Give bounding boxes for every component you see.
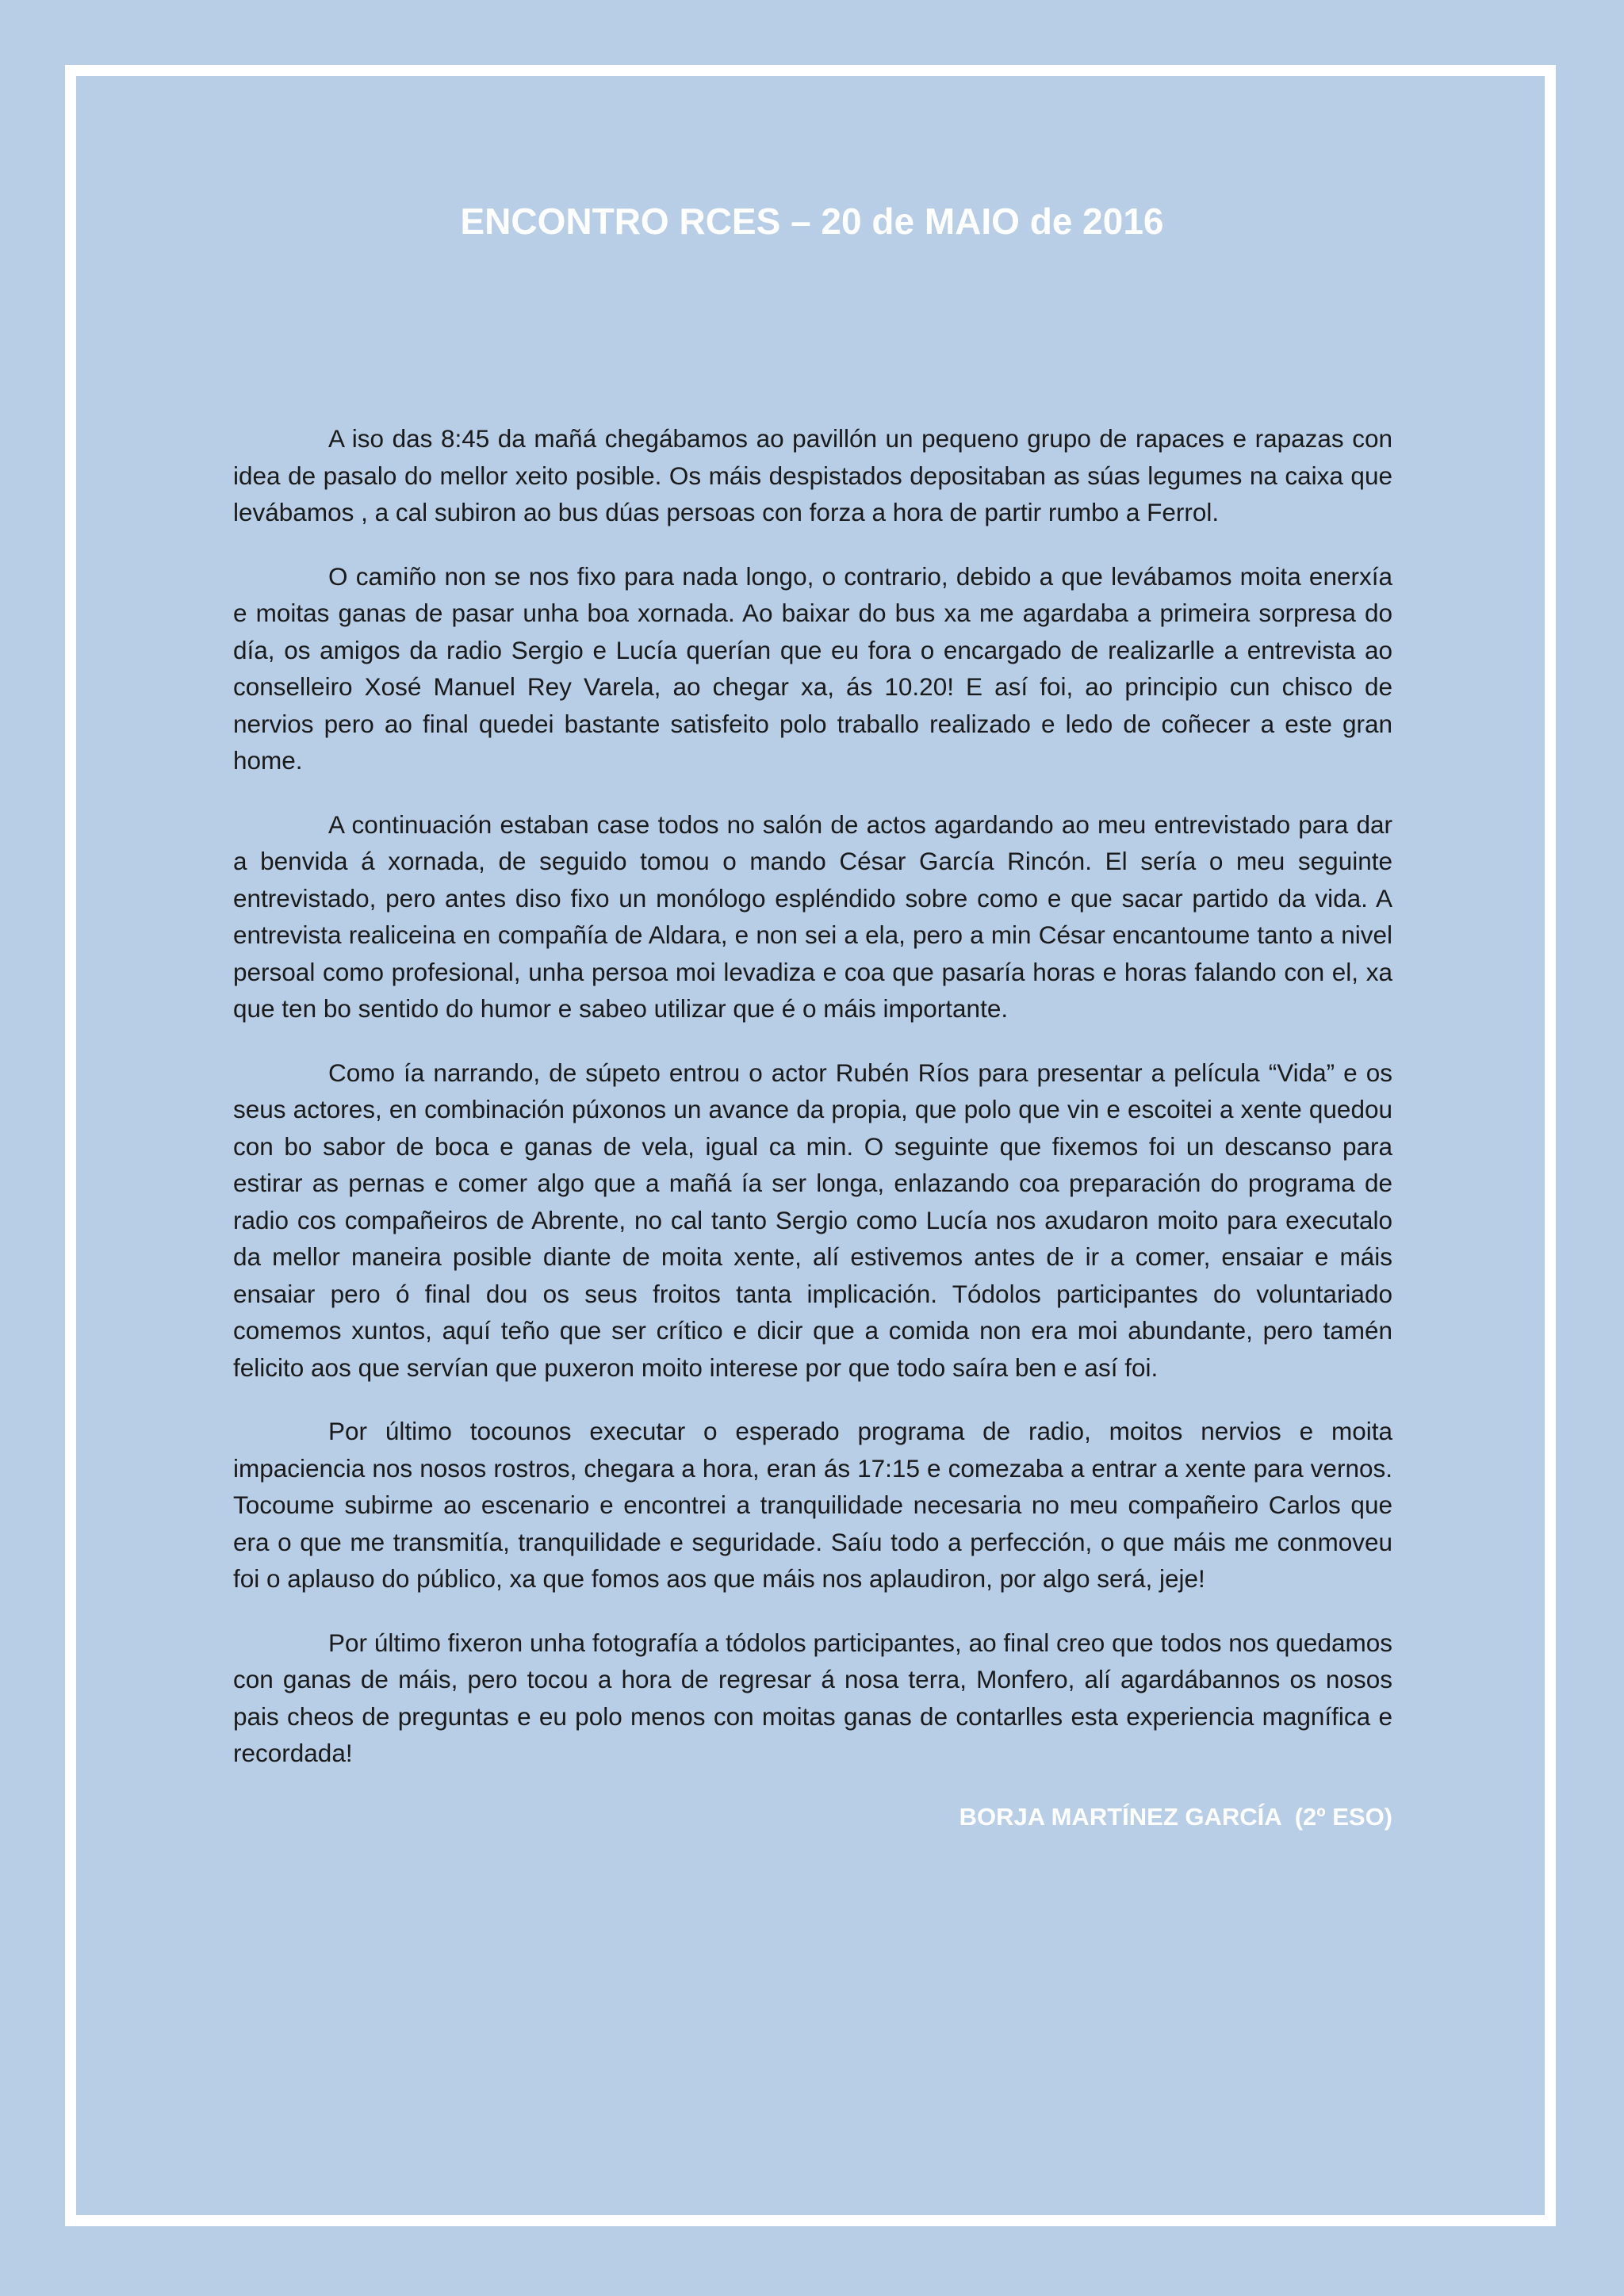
paragraph-film-and-lunch: Como ía narrando, de súpeto entrou o actor Rubén Ríos para presentar a película “Vida” e os seus actores, en combinación púxonos un avance da propia, que polo que vin e escoitei a xente quedou con bo sabor de boca e ganas de vela, igual ca min. O seguinte que fixemos foi un descanso para estirar as pernas e comer algo que a mañá ía ser longa, enlazando coa preparación do programa de radio cos compañeiros de Abrente, no cal tanto Sergio como Lucía nos axudaron moito para executalo da mellor maneira posible diante de moita xente, alí estivemos antes de ir a comer, ensaiar e máis ensaiar pero ó final dou os seus froitos tanta implicación. Tódolos participantes do voluntariado comemos xuntos, aquí teño que ser crítico e dicir que a comida non era moi abundante, pero tamén felicito aos que servían que puxeron moito interese por que todo saíra ben e así foi. [233, 1058, 1392, 1382]
paragraph-closing: Por último fixeron unha fotografía a tódolos participantes, ao final creo que todos nos quedamos con ganas de máis, pero tocou a hora de regresar á nosa terra, Monfero, alí agardábannos os nosos pais cheos de preguntas e eu polo menos con moitas ganas de contarlles esta experiencia magnífica e recordada! [233, 1628, 1392, 1767]
document-title: ENCONTRO RCES – 20 de MAIO de 2016 [460, 201, 1164, 242]
paragraph-interview-conselleiro: O camiño non se nos fixo para nada longo, o contrario, debido a que levábamos moita enerxía e moitas ganas de pasar unha boa xornada. Ao baixar do bus xa me agardaba a primeira sorpresa do día, os amigos da radio Sergio e Lucía querían que eu fora o encargado de realizarlle a entrevista ao conselleiro Xosé Manuel Rey Varela, ao chegar xa, ás 10.20! E así foi, ao principio cun chisco de nervios pero ao final quedei bastante satisfeito polo traballo realizado e ledo de coñecer a este gran home. [233, 561, 1392, 775]
paragraph-arrival: A iso das 8:45 da mañá chegábamos ao pavillón un pequeno grupo de rapaces e rapazas con idea de pasalo do mellor xeito posible. Os máis despistados depositaban as súas legumes na caixa que levábamos , a cal subiron ao bus dúas persoas con forza a hora de partir rumbo a Ferrol. [233, 424, 1392, 526]
author-signature: BORJA MARTÍNEZ GARCÍA (2º ESO) [959, 1802, 1392, 1831]
document-body [233, 420, 1392, 1835]
paragraph-radio-program: Por último tocounos executar o esperado programa de radio, moitos nervios e moita impaciencia nos nosos rostros, chegara a hora, eran ás 17:15 e comezaba a entrar a xente para vernos. Tocoume subirme ao escenario e encontrei a tranquilidade necesaria no meu compañeiro Carlos que era o que me transmitía, tranquilidade e seguridade. Saíu todo a perfección, o que máis me conmoveu foi o aplauso do público, xa que fomos aos que máis nos aplaudiron, por algo será, jeje! [233, 1417, 1392, 1593]
paragraph-interview-cesar: A continuación estaban case todos no salón de actos agardando ao meu entrevistado para dar a benvida á xornada, de seguido tomou o mando César García Rincón. El sería o meu seguinte entrevistado, pero antes diso fixo un monólogo espléndido sobre como e que sacar partido da vida. A entrevista realiceina en compañía de Aldara, e non sei a ela, pero a min César encantoume tanto a nivel persoal como profesional, unha persoa moi levadiza e coa que pasaría horas e horas falando con el, xa que ten bo sentido do humor e sabeo utilizar que é o máis importante. [233, 809, 1392, 1023]
